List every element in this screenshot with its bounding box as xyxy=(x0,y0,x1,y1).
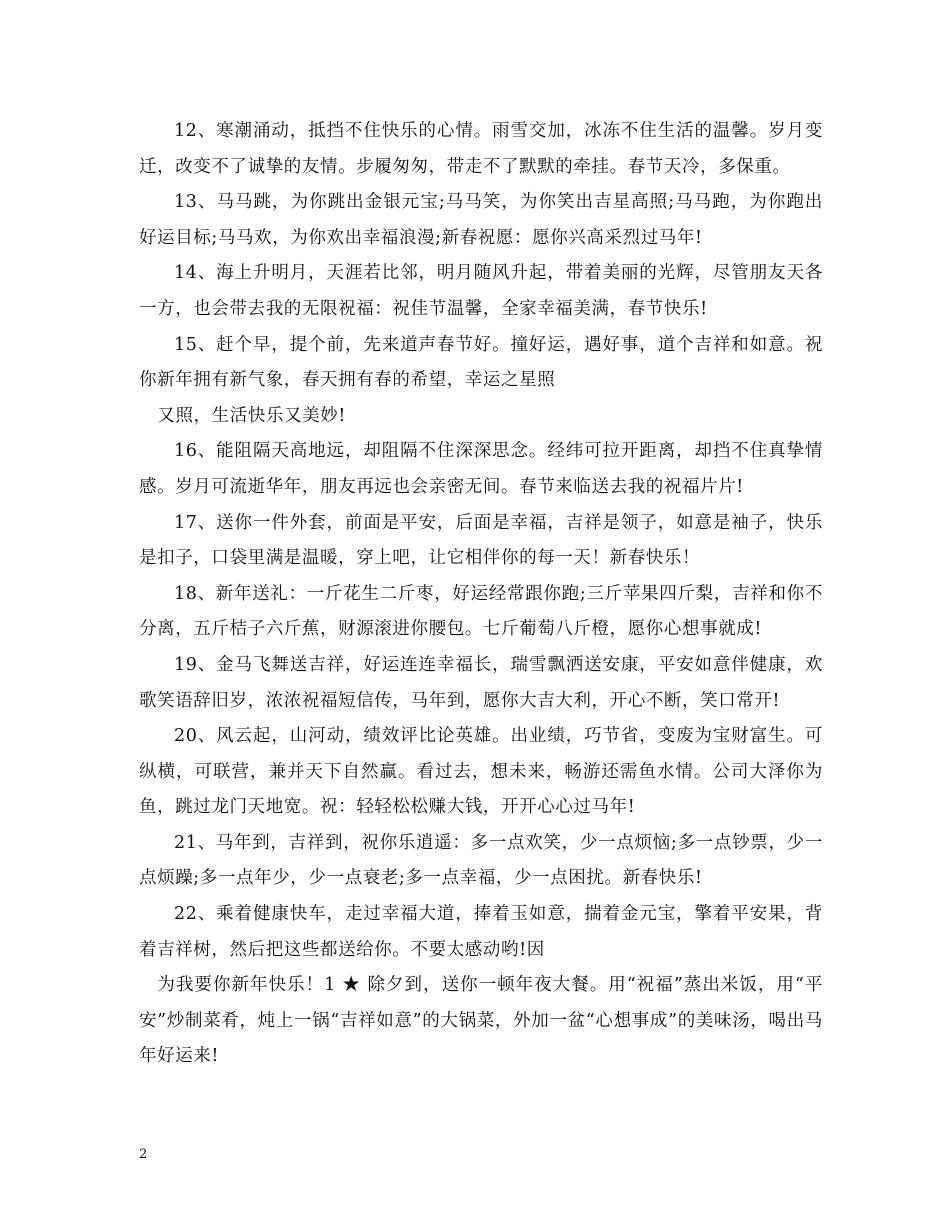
paragraph-18: 18、新年送礼：一斤花生二斤枣，好运经常跟你跑;三斤苹果四斤梨，吉祥和你不分离，五斤桔子六斤蕉，财源滚进你腰包。七斤葡萄八斤橙，愿你心想事就成! xyxy=(139,583,823,640)
paragraph-13: 13、马马跳，为你跳出金银元宝;马马笑，为你笑出吉星高照;马马跑，为你跑出好运目标;马马欢，为你欢出幸福浪漫;新春祝愿：愿你兴高采烈过马年! xyxy=(139,192,823,248)
paragraph-14: 14、海上升明月，天涯若比邻，明月随风升起，带着美丽的光辉，尽管朋友天各一方，也会带去我的无限祝福：祝佳节温馨，全家幸福美满，春节快乐! xyxy=(139,263,823,319)
paragraph-16: 16、能阻隔天高地远，却阻隔不住深深思念。经纬可拉开距离，却挡不住真挚情感。岁月可流逝华年，朋友再远也会亲密无间。春节来临送去我的祝福片片! xyxy=(139,441,823,497)
body-text xyxy=(139,114,823,1075)
paragraph-17: 17、送你一件外套，前面是平安，后面是幸福，吉祥是领子，如意是袖子，快乐是扣子，口袋里满是温暖，穿上吧，让它相伴你的每一天！新春快乐！ xyxy=(139,512,823,569)
paragraph-15: 15、赶个早，提个前，先来道声春节好。撞好运，遇好事，道个吉祥和如意。祝你新年拥有新气象，春天拥有春的希望，幸运之星照 xyxy=(139,334,823,391)
paragraph-12: 12、寒潮涌动，抵挡不住快乐的心情。雨雪交加，冰冻不住生活的温馨。岁月变迁，改变不了诚挚的友情。步履匆匆，带走不了默默的牵挂。春节天冷，多保重。 xyxy=(139,121,823,177)
paragraph-20: 20、风云起，山河动，绩效评比论英雄。出业绩，巧节省，变废为宝财富生。可纵横，可联营，兼并天下自然赢。看过去，想未来，畅游还需鱼水情。公司大泽你为鱼，跳过龙门天地宽。祝：轻轻松松赚大钱，开开心心过马年! xyxy=(139,726,823,818)
paragraph-19: 19、金马飞舞送吉祥，好运连连幸福长，瑞雪飘洒送安康，平安如意伴健康，欢歌笑语辞旧岁，浓浓祝福短信传，马年到，愿你大吉大利，开心不断，笑口常开! xyxy=(139,654,823,711)
paragraph-21: 21、马年到，吉祥到，祝你乐逍遥：多一点欢笑，少一点烦恼;多一点钞票，少一点烦躁;多一点年少，少一点衰老;多一点幸福，少一点困扰。新春快乐! xyxy=(139,832,823,889)
paragraph-22-continued: 为我要你新年快乐！1 ★ 除夕到，送你一顿年夜大餐。用“祝福”蒸出米饭，用“平安”炒制菜肴，炖上一锅“吉祥如意”的大锅菜，外加一盆“心想事成”的美味汤，喝出马年好运来! xyxy=(139,975,823,1067)
paragraph-15-continued: 又照，生活快乐又美妙! xyxy=(157,405,347,426)
page-number: 2 xyxy=(139,1147,148,1162)
paragraph-22: 22、乘着健康快车，走过幸福大道，捧着玉如意，揣着金元宝，擎着平安果，背着吉祥树，然后把这些都送给你。不要太感动哟!因 xyxy=(139,904,823,960)
